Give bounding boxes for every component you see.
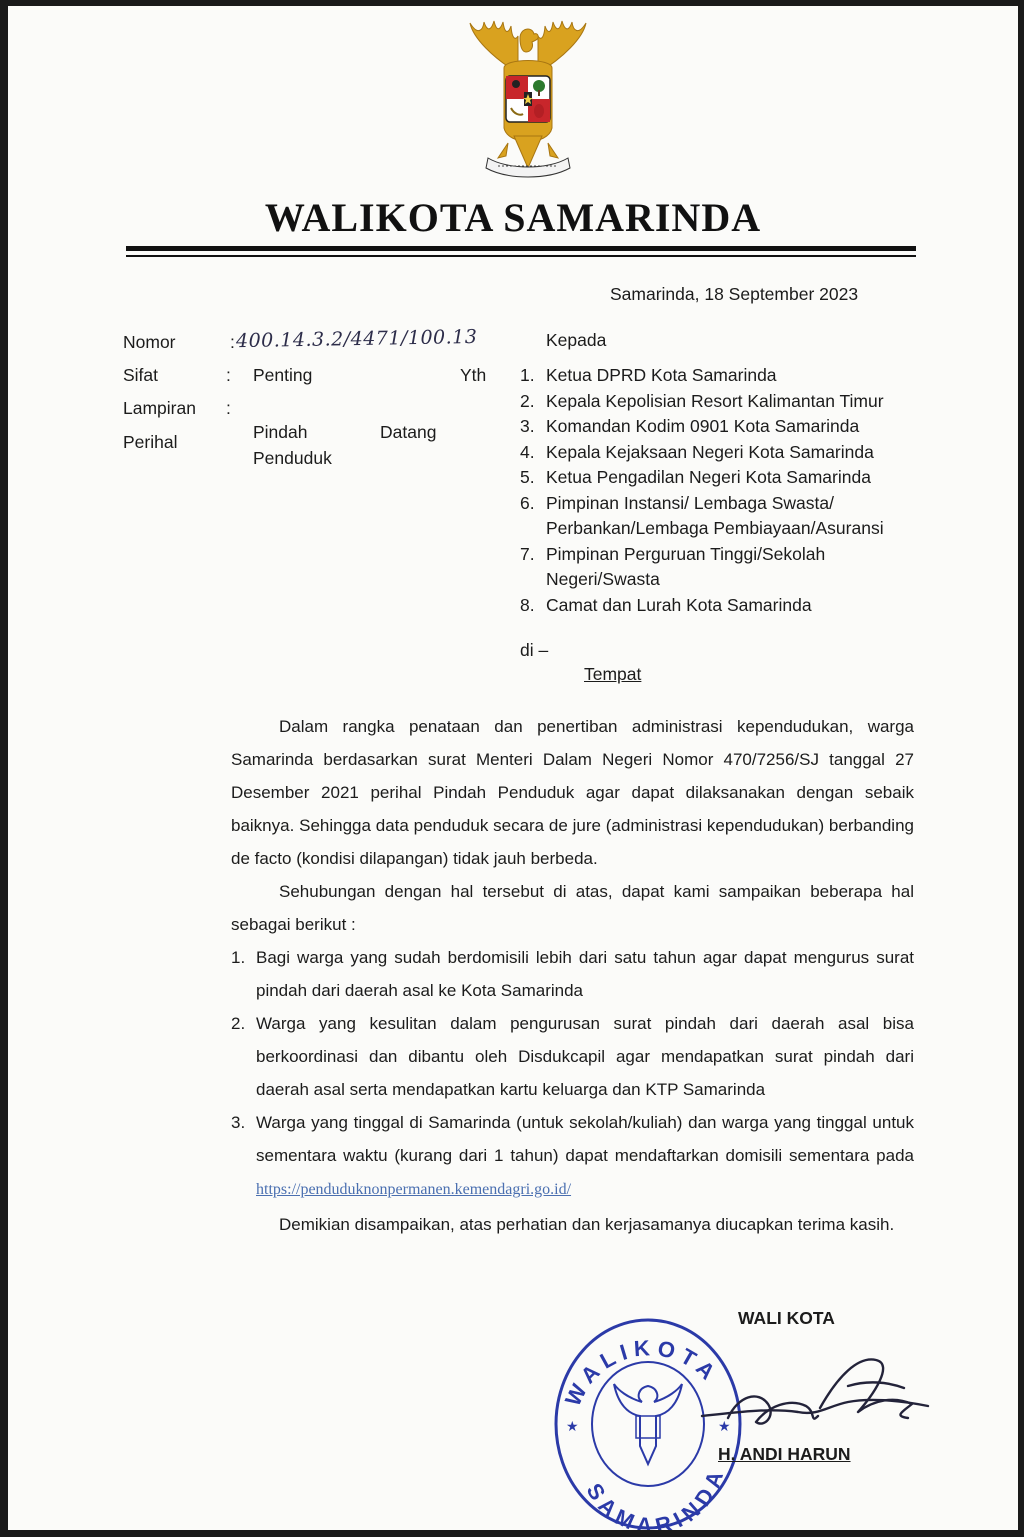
list-item bbox=[231, 941, 914, 1007]
recipient-number: 1. bbox=[520, 365, 535, 385]
lampiran-colon: : bbox=[226, 398, 231, 418]
body-paragraph-2: Sehubungan dengan hal tersebut di atas, dapat kami sampaikan beberapa hal sebagai berikut : bbox=[231, 882, 914, 934]
sifat-label: Sifat bbox=[123, 365, 159, 385]
handwritten-signature bbox=[698, 1346, 938, 1456]
signatory-title: WALI KOTA bbox=[738, 1308, 835, 1328]
recipient-number: 2. bbox=[520, 390, 535, 411]
list-item-number: 1. bbox=[231, 948, 246, 967]
recipient-line: Negeri/Swasta bbox=[546, 569, 660, 589]
list-item-number: 2. bbox=[231, 1014, 246, 1033]
recipient-line: Ketua DPRD Kota Samarinda bbox=[546, 365, 777, 385]
list-item bbox=[231, 1007, 914, 1106]
stamp-text-top: WALIKOTA bbox=[560, 1334, 725, 1410]
list-item-text: Warga yang kesulitan dalam pengurusan surat pindah dari daerah asal bisa berkoordinasi dan dibantu oleh Disdukcapil agar mendapatkan surat pindah dari daerah asal serta mendapatkan kartu keluarga dan KTP Samarinda bbox=[256, 1014, 914, 1099]
list-item-text: Warga yang tinggal di Samarinda (untuk sekolah/kuliah) dan warga yang tinggal untuk sementara waktu (kurang dari 1 tahun) dapat mendaftarkan domisili sementara pada bbox=[256, 1113, 914, 1165]
recipient-number: 5. bbox=[520, 467, 535, 487]
svg-text:★: ★ bbox=[718, 1419, 731, 1435]
registration-link[interactable]: https://penduduknonpermanen.kemendagri.go.id/ bbox=[256, 1181, 572, 1198]
recipient-number: 3. bbox=[520, 416, 535, 436]
letter-sheet bbox=[8, 6, 1018, 1536]
list-item bbox=[231, 1106, 914, 1206]
body-paragraph-1: Dalam rangka penataan dan penertiban administrasi kependudukan, warga Samarinda berdasarkan surat Menteri Dalam Negeri Nomor 470/7256/SJ tanggal 27 Desember 2021 perihal Pindah Penduduk agar dapat dilaksanakan dengan sebaik baiknya. Sehingga data penduduk secara de jure (administrasi kependudukan) berbanding de facto (kondisi dilapangan) tidak jauh berbeda. bbox=[231, 717, 914, 868]
recipient-line: Komandan Kodim 0901 Kota Samarinda bbox=[546, 416, 860, 436]
letterhead-rule bbox=[126, 246, 916, 251]
list-item-text: Bagi warga yang sudah berdomisili lebih dari satu tahun agar dapat mengurus surat pindah dari daerah asal ke Kota Samarinda bbox=[256, 948, 914, 1000]
yth-label: Yth bbox=[460, 365, 487, 385]
perihal-value-part3: Penduduk bbox=[253, 448, 332, 468]
nomor-label: Nomor bbox=[123, 332, 176, 352]
letterhead-title: WALIKOTA SAMARINDA bbox=[264, 195, 762, 240]
di-label: di – bbox=[520, 640, 549, 660]
signatory-name: H. ANDI HARUN bbox=[718, 1444, 851, 1464]
svg-text:★: ★ bbox=[566, 1419, 579, 1435]
recipient-number: 8. bbox=[520, 594, 535, 615]
recipient-line: Pimpinan Perguruan Tinggi/Sekolah bbox=[546, 543, 826, 564]
tempat-label: Tempat bbox=[584, 664, 642, 684]
nomor-value-handwritten: 400.14.3.2/4471/100.13 bbox=[235, 325, 478, 353]
recipient-number: 7. bbox=[520, 543, 535, 564]
nomor-colon: : bbox=[230, 332, 235, 352]
lampiran-label: Lampiran bbox=[123, 398, 196, 418]
list-item-number: 3. bbox=[231, 1113, 246, 1132]
stamp-text-bottom: SAMARINDA bbox=[581, 1462, 730, 1536]
svg-text:SAMARINDA bbox=[581, 1462, 730, 1536]
recipient-line: Pimpinan Instansi/ Lembaga Swasta/ bbox=[546, 492, 834, 513]
recipient-line: Camat dan Lurah Kota Samarinda bbox=[546, 594, 812, 615]
perihal-label: Perihal bbox=[123, 432, 178, 452]
letter-date: Samarinda, 18 September 2023 bbox=[610, 284, 859, 304]
recipient-line: Kepala Kepolisian Resort Kalimantan Timur bbox=[546, 390, 884, 411]
garuda-emblem-icon bbox=[448, 18, 608, 188]
letterhead-rule-thin bbox=[126, 255, 916, 257]
perihal-value-part2: Datang bbox=[380, 422, 437, 442]
closing-paragraph: Demikian disampaikan, atas perhatian dan kerjasamanya diucapkan terima kasih. bbox=[279, 1215, 895, 1234]
recipient-line: Perbankan/Lembaga Pembiayaan/Asuransi bbox=[546, 518, 884, 538]
sifat-value: Penting bbox=[253, 365, 313, 385]
sifat-colon: : bbox=[226, 365, 231, 385]
recipient-line: Ketua Pengadilan Negeri Kota Samarinda bbox=[546, 467, 871, 487]
kepada-label: Kepada bbox=[546, 330, 607, 350]
recipient-number: 6. bbox=[520, 492, 535, 513]
recipient-line: Kepala Kejaksaan Negeri Kota Samarinda bbox=[546, 441, 874, 462]
recipient-number: 4. bbox=[520, 441, 535, 462]
perihal-value-part1: Pindah bbox=[253, 422, 308, 442]
